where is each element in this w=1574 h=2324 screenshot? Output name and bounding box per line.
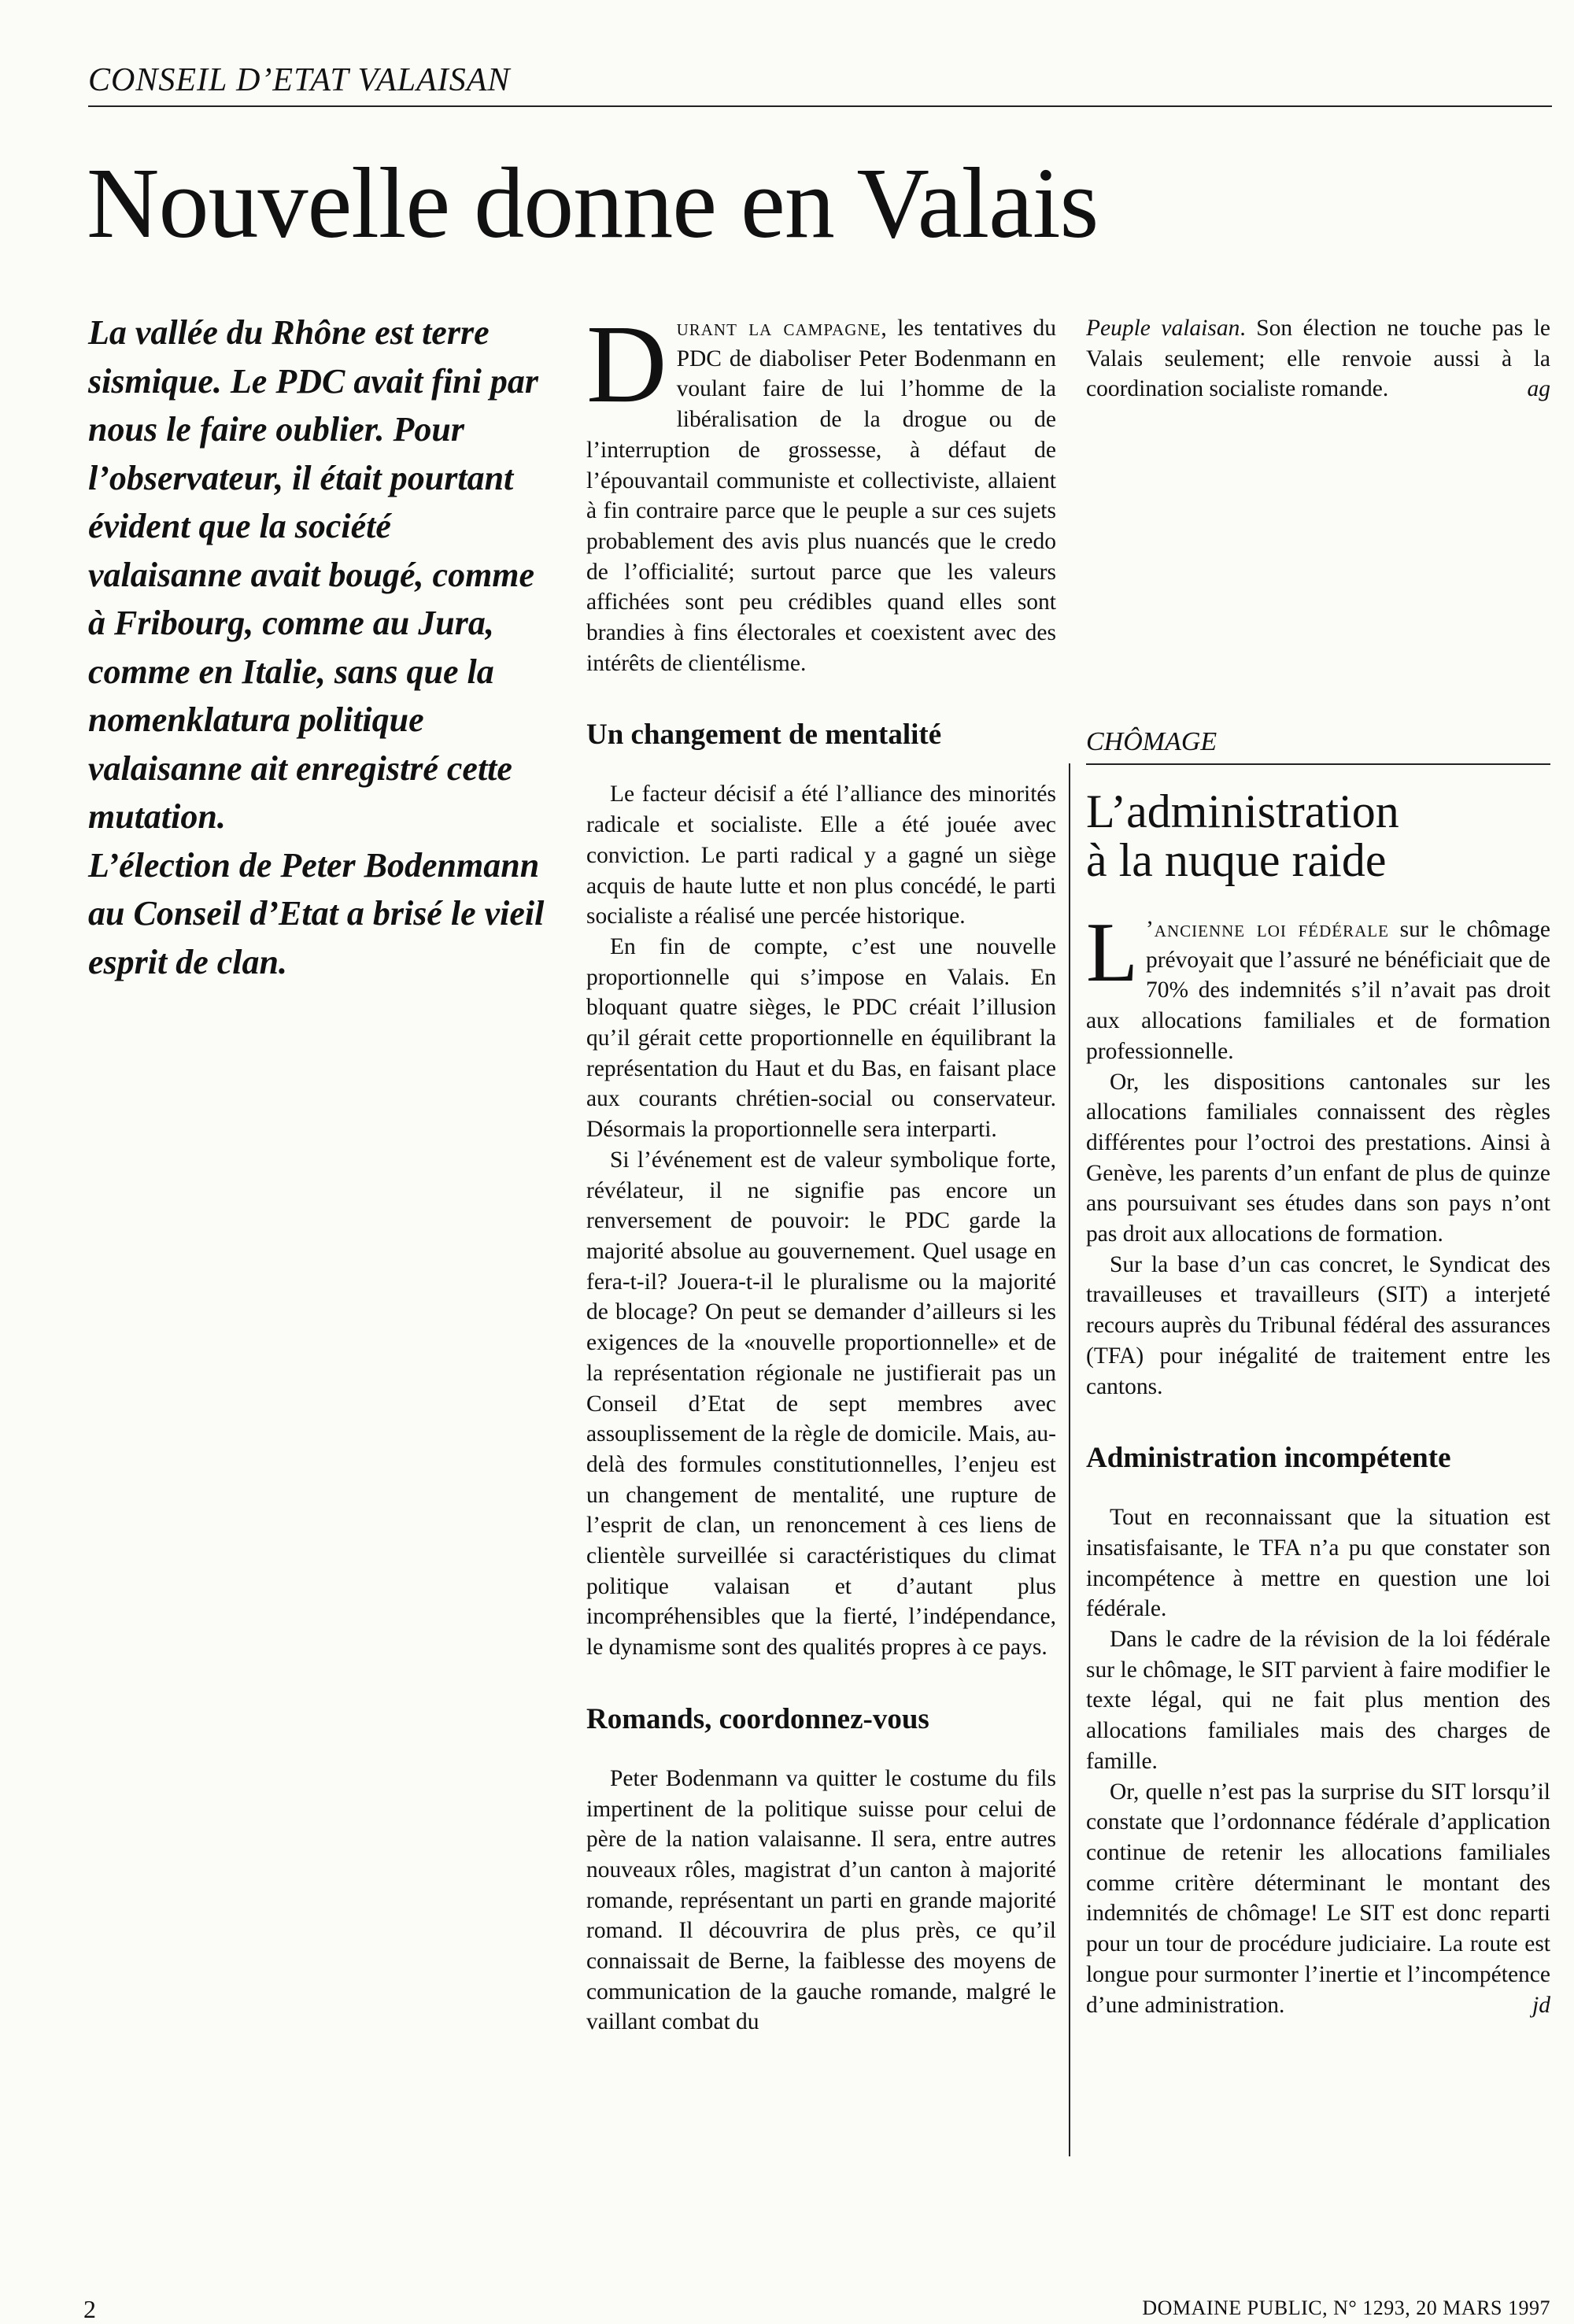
header-rule: [88, 105, 1552, 107]
article-column-3-bottom: [1086, 787, 1550, 2020]
paragraph: Si l’événement est de valeur symbolique forte, révélateur, il ne signifie pas encore un renversement de pouvoir: le PDC garde la majorité absolue au gouvernement. Quel usage en fera-t-il? Jouera-t-il le pluralisme ou la majorité de blocage? On peut se demander d’ailleurs si les exigences de la «nouvelle proportionnelle» et de la représentation régionale ne justifierait pas un Conseil d’Etat de sept membres avec assouplissement de la règle de domicile. Mais, au-delà des formules constitutionnelles, l’enjeu est un changement de mentalité, une rupture de l’esprit de clan, un renoncement à ces liens de clientèle surveillée si caractéristiques du climat politique valaisan et d’autant plus incompréhensibles que la fierté, l’indépendance, le dynamisme sont des qualités propres à ce pays.: [586, 1147, 1056, 1661]
drop-cap: D: [586, 301, 667, 426]
paragraph: Tout en reconnaissant que la situation est insatisfaisante, le TFA n’a pu que constater son incompétence à mettre en question une loi fédérale.: [1086, 1505, 1550, 1622]
article-column-3-top: [1086, 313, 1550, 405]
section-rule: [1086, 763, 1550, 765]
opening-text: sur le chômage prévoyait que l’assuré ne bénéficiait que de 70% des indemnités s’il n’avait pas droit aux allocations familiales et de formation professionnelle.: [1086, 917, 1550, 1064]
paragraph: Sur la base d’un cas concret, le Syndicat des travailleuses et travailleurs (SIT) a interjeté recours auprès du Tribunal fédéral des assurances (TFA) pour inégalité de traitement entre les cantons.: [1086, 1251, 1550, 1399]
subheading-romands: Romands, coordonnez-vous: [586, 1702, 929, 1735]
article2-opening-paragraph: [1086, 906, 1550, 1067]
paragraph: Le facteur décisif a été l’alliance des minorités radicale et socialiste. Elle a été jouée avec conviction. Le parti radical y a gagné un siège acquis de haute lutte et non plus concédé, le parti socialiste a réalisé une percée historique.: [586, 781, 1056, 929]
author-signature: ag: [1527, 376, 1550, 402]
opening-smallcaps: ’ancienne loi fédérale: [1145, 917, 1389, 942]
subheading-administration: Administration incompétente: [1086, 1442, 1451, 1475]
paragraph: Peter Bodenmann va quitter le costume du fils impertinent de la politique suisse pour celui de père de la nation valaisanne. Il sera, entre autres nouveaux rôles, magistrat d’un canton à majorité romande, représentant un parti en grande majorité romand. Il découvrira de plus près, ce qu’il connaissait de Berne, la faiblesse des moyens de communication de la gauche romande, malgré le vaillant combat du: [586, 1765, 1056, 2035]
article-headline-2: L’administration à la nuque raide: [1086, 785, 1399, 886]
page-headline: Nouvelle donne en Valais: [87, 147, 1099, 259]
newspaper-title: Peuple valaisan: [1086, 316, 1240, 341]
article-opening-paragraph: [586, 301, 1056, 678]
paragraph-end: . Son élection ne touche pas le Valais seulement; elle renvoie aussi à la coordination socialiste romande.: [1086, 316, 1550, 402]
section-kicker: CONSEIL D’ETAT VALAISAN: [88, 62, 511, 98]
lede-paragraph-2: L’élection de Peter Bodenmann au Conseil d’Etat a brisé le vieil esprit de clan.: [88, 845, 545, 981]
publication-footer: DOMAINE PUBLIC, N° 1293, 20 MARS 1997: [1142, 2296, 1550, 2319]
subheading-mentalite: Un changement de mentalité: [586, 719, 942, 752]
lede-paragraph-1: La vallée du Rhône est terre sismique. Le PDC avait fini par nous le faire oublier. Pour l’observateur, il était pourtant évident que la société valaisanne avait bougé, comme à Fribourg, comme au Jura, comme en Italie, sans que la nomenklatura politique valaisanne ait enregistré cette mutation.: [88, 313, 538, 836]
paragraph: Or, quelle n’est pas la surprise du SIT lorsqu’il constate que l’ordonnance fédérale d’application continue de retenir les allocations familiales comme critère déterminant le montant des indemnités de chômage! Le SIT est donc reparti pour un tour de procédure judiciaire. La route est longue pour surmonter l’inertie et l’incompétence d’une administration. jd: [1086, 1777, 1550, 2021]
paragraph: Or, les dispositions cantonales sur les allocations familiales connaissent des règles différentes pour l’octroi des prestations. Ainsi à Genève, les parents d’un enfant de plus de quinze ans poursuivant ses études dans son pays n’ont pas droit aux allocations de formation.: [1086, 1069, 1550, 1247]
page-number: 2: [83, 2295, 96, 2323]
paragraph: Dans le cadre de la révision de la loi fédérale sur le chômage, le SIT parvient à faire modifier le texte légal, qui ne fait plus mention des allocations familiales mais des charges de famille.: [1086, 1627, 1550, 1774]
article-column-2: [586, 301, 1056, 2038]
section-kicker-chomage: CHÔMAGE: [1086, 727, 1217, 756]
lede: [88, 309, 552, 986]
author-signature: jd: [1532, 1992, 1550, 2018]
paragraph-continued: [1086, 313, 1550, 405]
opening-text: , les tentatives du PDC de diaboliser Peter Bodenmann en voulant faire de lui l’homme de la libéralisation de la drogue ou de l’interruption de grossesse, à défaut de l’épouvantail communiste et collectiviste, allaient à fin contraire parce que le peuple a sur ces sujets probablement des avis plus nuancés que le credo de l’officialité; surtout parce que les valeurs affichées sont peu crédibles quand elles sont brandies à fins électorales et coexistent avec des intérêts de clientélisme.: [586, 316, 1056, 676]
paragraph: En fin de compte, c’est une nouvelle proportionnelle qui s’impose en Valais. En bloquant quatre sièges, le PDC créait l’illusion qu’il gérait cette proportionnelle en équilibrant la représentation du Haut et du Bas, en faisant place aux courants chrétien-social ou conservateur. Désormais la proportionnelle sera interparti.: [586, 933, 1056, 1143]
drop-cap: L: [1086, 906, 1138, 999]
opening-smallcaps: urant la campagne: [676, 316, 881, 341]
column-divider: [1069, 763, 1070, 2156]
